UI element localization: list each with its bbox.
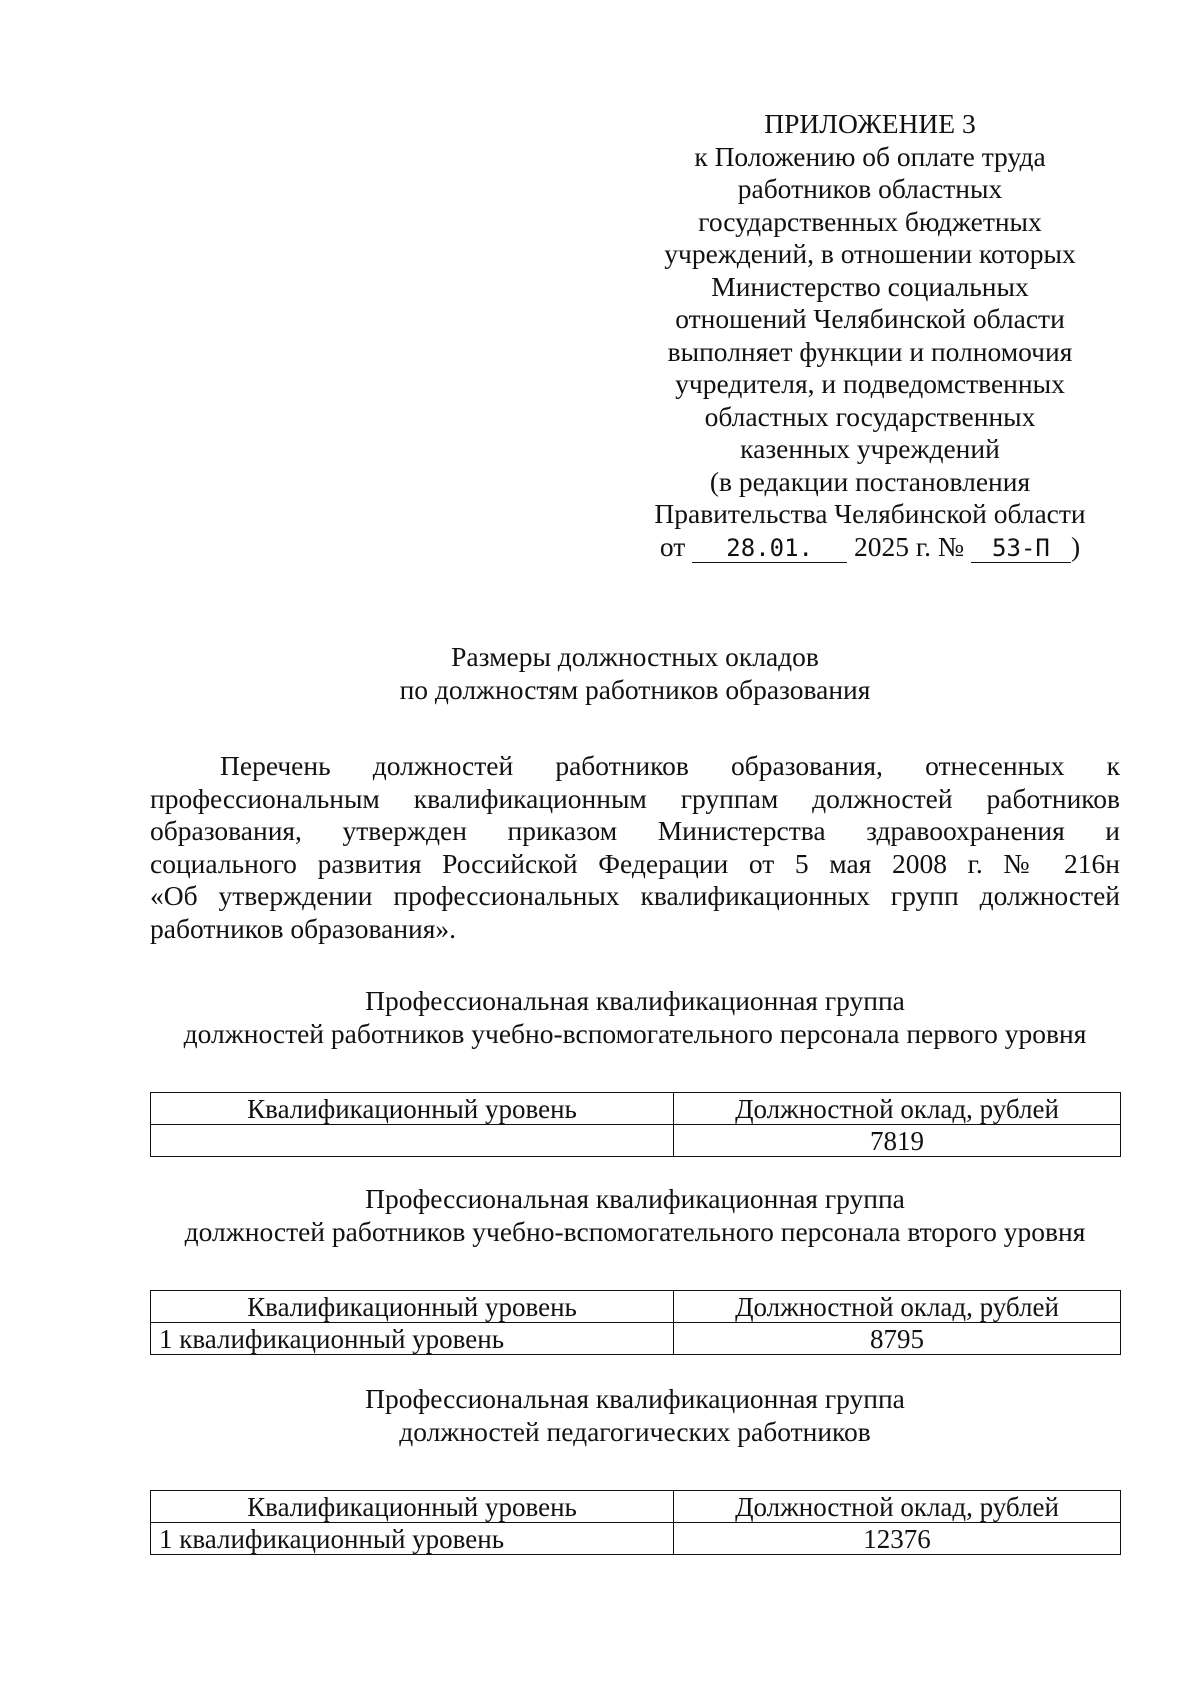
group-heading-1	[150, 985, 1120, 1050]
appendix-line: учредителя, и подведомственных	[675, 368, 1065, 399]
appendix-line: государственных бюджетных	[698, 205, 1042, 237]
intro-line: социального развития Российской Федерации от 5 мая 2008 г. № 216н	[150, 847, 1120, 879]
appendix-line: работников областных	[737, 173, 1003, 204]
appendix-line: Министерство социальных	[711, 270, 1029, 302]
intro-line: Перечень должностей работников образования, отнесенных к	[220, 750, 1120, 781]
appendix-line: выполняет функции и полномочия	[667, 335, 1073, 367]
level-cell	[151, 1125, 674, 1157]
salary-table-2	[150, 1290, 1121, 1355]
appendix-line: областных государственных	[704, 400, 1036, 432]
salary-table-3	[150, 1490, 1121, 1555]
table-header-row	[151, 1291, 1121, 1323]
appendix-line: казенных учреждений	[740, 433, 1000, 464]
title-line-2: по должностям работников образования	[399, 674, 871, 705]
appendix-line: Правительства Челябинской области	[654, 498, 1086, 529]
intro-paragraph	[150, 750, 1120, 945]
resolution-date-line	[640, 531, 1100, 564]
group-heading-line: Профессиональная квалификационная группа	[365, 1183, 905, 1214]
group-heading-line: должностей работников учебно-вспомогательного персонала второго уровня	[184, 1215, 1086, 1247]
intro-line: образования, утвержден приказом Министерства здравоохранения и	[150, 815, 1120, 846]
appendix-line: учреждений, в отношении которых	[664, 238, 1076, 269]
appendix-title: ПРИЛОЖЕНИЕ 3	[764, 108, 976, 139]
intro-line: профессиональным квалификационным группам должностей работников	[150, 782, 1120, 814]
group-heading-line: должностей педагогических работников	[399, 1415, 871, 1447]
table-row	[151, 1323, 1121, 1355]
intro-line: работников образования».	[150, 912, 457, 944]
header-level: Квалификационный уровень	[151, 1491, 674, 1523]
group-heading-3	[150, 1383, 1120, 1448]
header-level: Квалификационный уровень	[151, 1291, 674, 1323]
header-level: Квалификационный уровень	[151, 1093, 674, 1125]
level-cell: 1 квалификационный уровень	[151, 1523, 674, 1555]
group-heading-line: Профессиональная квалификационная группа	[365, 985, 905, 1016]
resolution-year: 2025 г. №	[854, 530, 965, 562]
table-header-row	[151, 1491, 1121, 1523]
group-heading-line: должностей работников учебно-вспомогательного персонала первого уровня	[183, 1017, 1087, 1049]
salary-cell: 12376	[674, 1523, 1121, 1555]
level-cell: 1 квалификационный уровень	[151, 1323, 674, 1355]
resolution-date: 28.01.	[692, 534, 847, 563]
group-heading-line: Профессиональная квалификационная группа	[365, 1383, 905, 1414]
header-salary: Должностной оклад, рублей	[674, 1491, 1121, 1523]
table-row	[151, 1125, 1121, 1157]
table-row	[151, 1523, 1121, 1555]
intro-line: «Об утверждении профессиональных квалификационных групп должностей	[150, 880, 1120, 911]
appendix-line: (в редакции постановления	[709, 465, 1031, 497]
appendix-line: к Положению об оплате труда	[694, 140, 1046, 172]
group-heading-2	[150, 1183, 1120, 1248]
document-title	[150, 640, 1120, 706]
appendix-line: отношений Челябинской области	[675, 303, 1065, 334]
resolution-number: 53-П	[971, 534, 1071, 563]
table-header-row	[151, 1093, 1121, 1125]
title-line-1: Размеры должностных окладов	[451, 641, 819, 672]
salary-table-1	[150, 1092, 1121, 1157]
salary-cell: 7819	[674, 1125, 1121, 1157]
appendix-header	[640, 108, 1100, 563]
salary-cell: 8795	[674, 1323, 1121, 1355]
header-salary: Должностной оклад, рублей	[674, 1291, 1121, 1323]
date-prefix: от	[659, 530, 686, 562]
header-salary: Должностной оклад, рублей	[674, 1093, 1121, 1125]
closing-paren: )	[1070, 530, 1081, 562]
